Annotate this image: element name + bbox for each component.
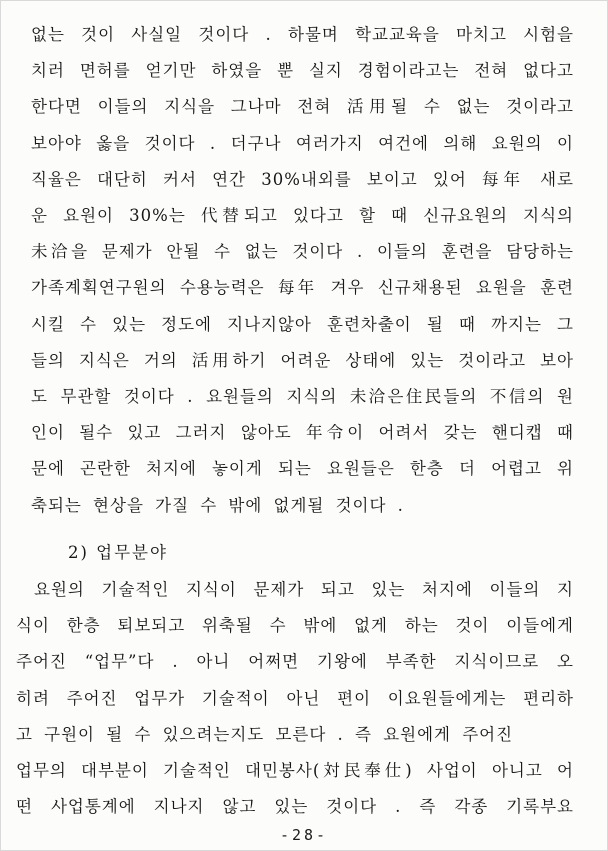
text-line: 식이 한층 퇴보되고 위축될 수 밖에 없게 하는 것이 이들에게	[16, 616, 574, 636]
text-line: 시킬 수 있는 정도에 지나지않아 훈련차출이 될 때 까지는 그	[31, 314, 574, 334]
section-heading: 2) 업무분야	[68, 542, 168, 562]
text-line: 치러 면허를 얻기만 하였을 뿐 실지 경험이라고는 전혀 없다고	[31, 61, 574, 81]
text-line: 운 요원이 30%는 代替되고 있다고 할 때 신규요원의 지식의	[31, 206, 574, 226]
page-number: -28-	[279, 826, 329, 844]
text-line: 도 무관할 것이다 . 요원들의 지식의 未洽은住民들의 不信의 원	[31, 387, 574, 407]
text-line: 未洽을 문제가 안될 수 없는 것이다 . 이들의 훈련을 담당하는	[31, 242, 574, 262]
text-line: 직율은 대단히 커서 연간 30%내외를 보이고 있어 每年 새로	[31, 169, 574, 189]
text-line: 축되는 현상을 가질 수 밖에 없게될 것이다 .	[31, 495, 404, 515]
text-line: 히려 주어진 업무가 기술적이 아닌 편이 이요원들에게는 편리하	[16, 688, 574, 708]
text-line: 보아야 옳을 것이다 . 더구나 여러가지 여건에 의해 요원의 이	[31, 133, 574, 153]
text-line: 한다면 이들의 지식을 그나마 전혀 活用될 수 없는 것이라고	[31, 97, 574, 117]
text-line: 들의 지식은 거의 活用하기 어려운 상태에 있는 것이라고 보아	[31, 350, 574, 370]
text-line: 요원의 기술적인 지식이 문제가 되고 있는 처지에 이들의 지	[34, 580, 574, 600]
text-line: 문에 곤란한 처지에 놓이게 되는 요원들은 한층 더 어렵고 위	[31, 459, 574, 479]
text-line: 없는 것이 사실일 것이다 . 하물며 학교교육을 마치고 시험을	[31, 25, 574, 44]
text-line: 업무의 대부분이 기술적인 대민봉사(対民奉仕) 사업이 아니고 어	[16, 761, 574, 781]
text-line: 인이 될수 있고 그러지 않아도 年令이 어려서 갖는 핸디캡 때	[31, 423, 574, 443]
text-line: 고 구원이 될 수 있으려는지도 모른다 . 즉 요원에게 주어진	[16, 724, 514, 744]
text-line: 떤 사업통계에 지나지 않고 있는 것이다 . 즉 각종 기록부요	[16, 797, 574, 817]
text-line: 주어진 “업무”다 . 아니 어쩌면 기왕에 부족한 지식이므로 오	[16, 652, 574, 672]
paragraph-1	[1, 17, 607, 524]
paragraph-2	[1, 572, 607, 825]
text-line: 가족계획연구원의 수용능력은 每年 겨우 신규채용된 요원을 훈련	[31, 278, 574, 298]
